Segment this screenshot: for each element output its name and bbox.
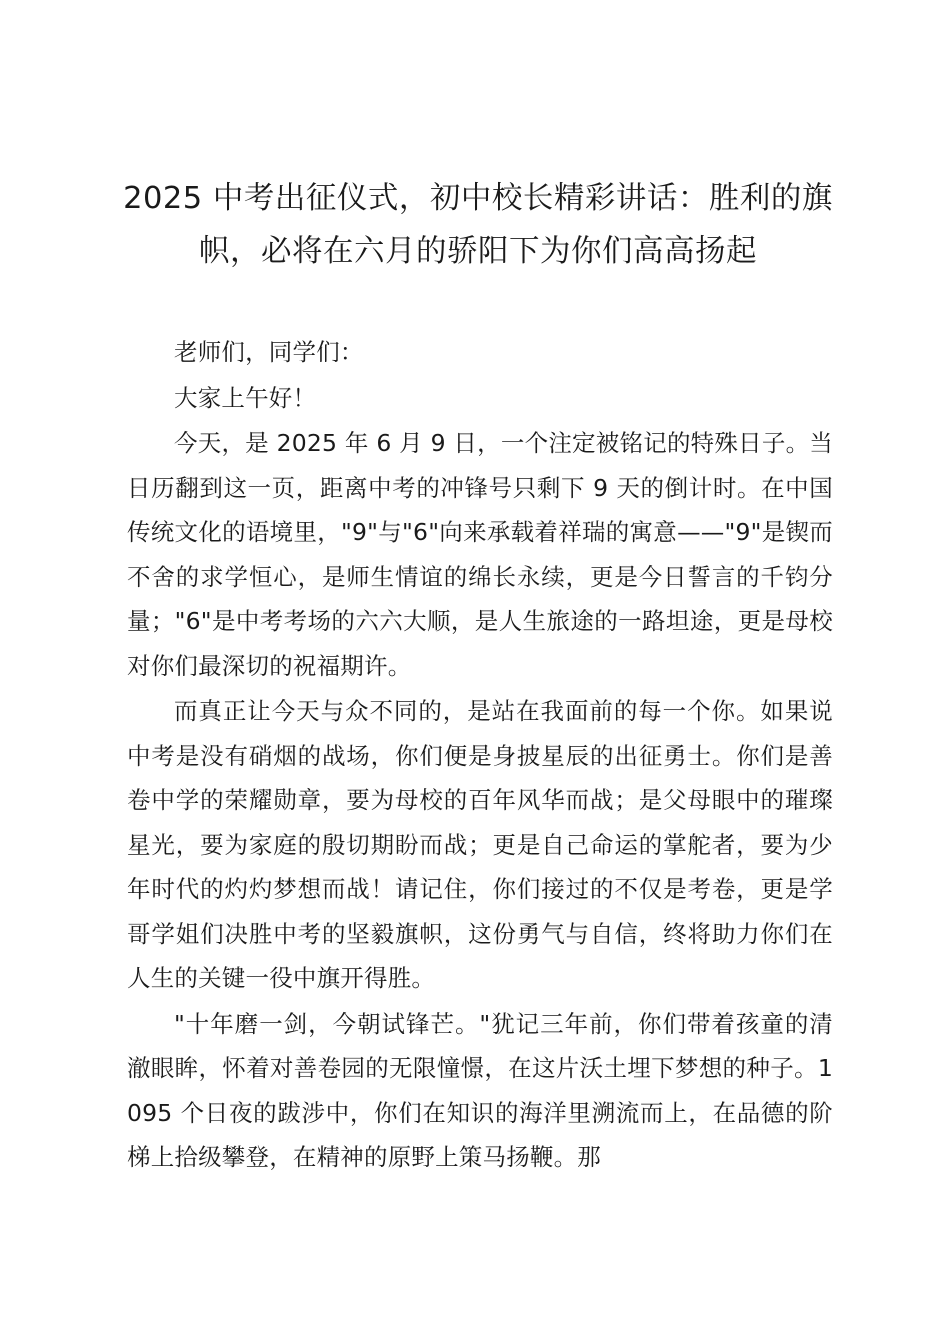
paragraph-memory: "十年磨一剑，今朝试锋芒。"犹记三年前，你们带着孩童的清澈眼眸，怀着对善卷园的无限憧憬，在这片沃土埋下梦想的种子。1095 个日夜的跋涉中，你们在知识的海洋里溯流而上，在品德的阶梯上拾级攀登，在精神的原野上策马扬鞭。那	[127, 1009, 833, 1171]
document-body	[127, 330, 833, 1180]
paragraph-salutation: 老师们，同学们：	[174, 338, 364, 366]
document-title: 2025 中考出征仪式，初中校长精彩讲话：胜利的旗帜，必将在六月的骄阳下为你们高高扬起	[123, 181, 833, 269]
paragraph-greeting: 大家上午好！	[174, 383, 317, 412]
paragraph-students: 而真正让今天与众不同的，是站在我面前的每一个你。如果说中考是没有硝烟的战场，你们便是身披星辰的出征勇士。你们是善卷中学的荣耀勋章，要为母校的百年风华而战；是父母眼中的璀璨星光，要为家庭的殷切期盼而战；更是自己命运的掌舵者，要为少年时代的灼灼梦想而战！请记住，你们接过的不仅是考卷，更是学哥学姐们决胜中考的坚毅旗帜，这份勇气与自信，终将助力你们在人生的关键一役中旗开得胜。	[127, 697, 833, 992]
paragraph-date: 今天，是 2025 年 6 月 9 日，一个注定被铭记的特殊日子。当日历翻到这一页，距离中考的冲锋号只剩下 9 天的倒计时。在中国传统文化的语境里，"9"与"6"向来承载着祥瑞的寓意——"9"是锲而不舍的求学恒心，是师生情谊的绵长永续，更是今日誓言的千钧分量；"6"是中考考场的六六大顺，是人生旅途的一路坦途，更是母校对你们最深切的祝福期许。	[127, 429, 833, 680]
